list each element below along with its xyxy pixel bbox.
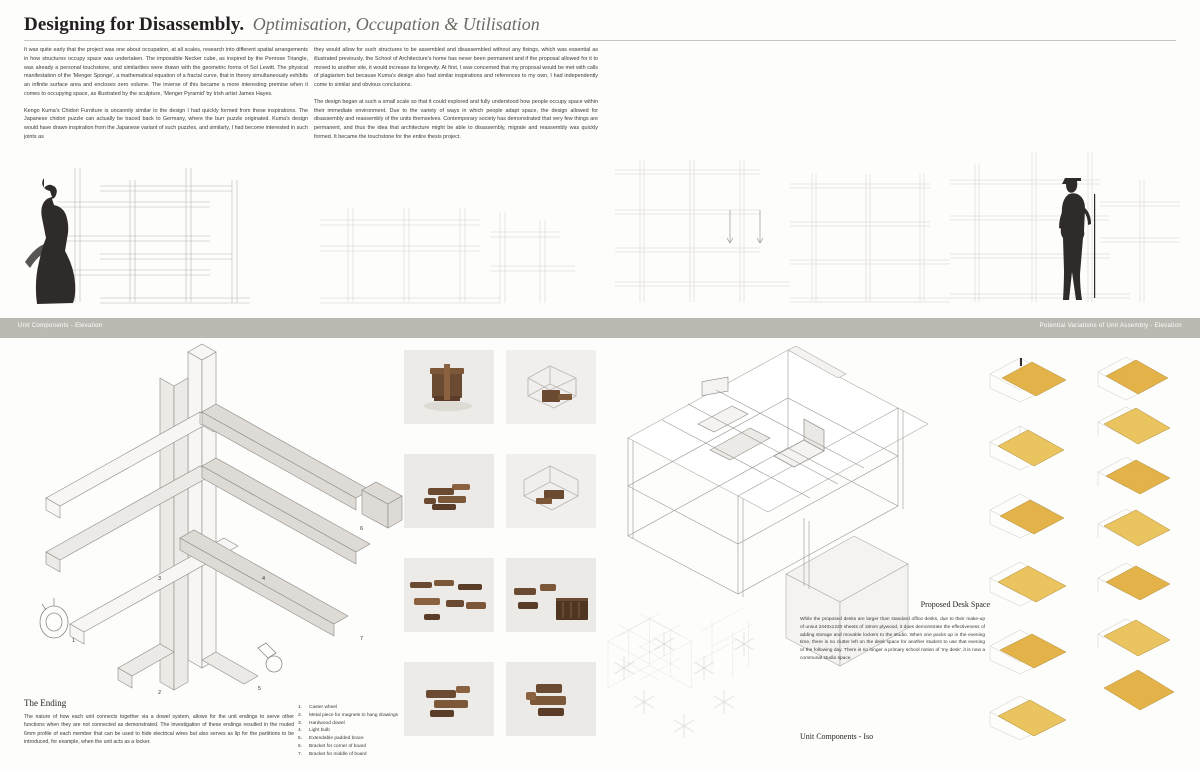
svg-text:1: 1 bbox=[72, 638, 76, 644]
legend-number: 1. bbox=[298, 705, 303, 710]
legend-number: 6. bbox=[298, 743, 303, 749]
legend-label: Caster wheel bbox=[309, 705, 337, 710]
gentleman-figure-silhouette bbox=[1059, 178, 1095, 300]
thumbnail-variation bbox=[980, 616, 1076, 678]
legend-label: Metal piece for magnets to hang drawings bbox=[309, 712, 399, 718]
svg-text:3: 3 bbox=[158, 576, 162, 582]
paragraph: The design began at such a small scale so that it could explored and fully understood how people occupy space within their immediate environment. Due to the variety of ways in which people adapt space, the design allowed for disassembly and reassembly of the units themselves. Contemporary society has demonstrated that very few things are permanent, and thus the idea that architecture might be able to disassembly, migrate and reassembly was quickly formed. It became the touchstone for the entire thesis project. bbox=[314, 98, 598, 140]
legend-label: Light bulb bbox=[309, 728, 330, 734]
the-ending-block bbox=[24, 698, 294, 746]
legend-label: Extendable padded brace bbox=[309, 736, 364, 742]
svg-text:5: 5 bbox=[258, 686, 262, 692]
thumbnail-variation bbox=[980, 684, 1076, 746]
top-elevation-drawings bbox=[0, 150, 1200, 318]
legend-label: Bracket for middle of board bbox=[309, 751, 367, 757]
legend-number: 3. bbox=[298, 720, 303, 726]
photo-components-layout bbox=[404, 558, 494, 632]
body-column-2 bbox=[314, 46, 598, 150]
legend-number: 2. bbox=[298, 712, 303, 718]
svg-text:7: 7 bbox=[360, 636, 364, 642]
photo-model-detail bbox=[404, 662, 494, 736]
title-divider bbox=[24, 40, 1176, 41]
components-legend bbox=[298, 704, 418, 758]
legend-item bbox=[298, 720, 418, 728]
thumbnail-variation bbox=[1090, 660, 1186, 722]
svg-text:4: 4 bbox=[262, 576, 266, 582]
band-label-left: Unit Components - Elevation bbox=[18, 323, 103, 329]
photo-disassembled-parts bbox=[404, 454, 494, 528]
photo-model-components bbox=[404, 350, 494, 424]
photo-acrylic-unit bbox=[506, 350, 596, 424]
thumbnail-variation bbox=[1090, 550, 1186, 612]
legend-item bbox=[298, 712, 418, 720]
paragraph: they would allow for such structures to be assembled and disassembled without any fixings, which was essential as illustrated previously, the School of Architecture's home has never been permanent and if the proposal allowed for it to moved to another site, it would increase its longevity. At first, I was concerned that my proposal would be met with calls of plagiarism but because Kuma's design also had similar inspirations and references to my own, I had independently come to similar and obvious conclusions. bbox=[314, 47, 598, 88]
legend-label: Hardwood dowel bbox=[309, 720, 345, 726]
the-ending-heading: The Ending bbox=[24, 698, 67, 708]
thumbnail-variation bbox=[980, 412, 1076, 474]
legend-number: 5. bbox=[298, 736, 303, 742]
iso-joint-drawing bbox=[10, 338, 400, 698]
paragraph: Kengo Kuma's Chidori Furniture is uncannily similar to the design I had quickly formed from these inspirations. The Japanese chidori puzzle can actually be traced back to Germany, where the burr puzzle originated. Kuma's design would have drawn inspiration from the Japanese variant of such puzzles, and similarly, I had become interested in such joints as bbox=[24, 107, 308, 140]
thumbnail-variation bbox=[980, 344, 1076, 406]
desk-iso-render bbox=[598, 338, 988, 772]
unit-components-iso-label: Unit Components - Iso bbox=[800, 732, 874, 741]
photo-acrylic-unit-2 bbox=[506, 454, 596, 528]
band-label-right: Potential Variations of Unit Assembly - Elevation bbox=[1039, 323, 1182, 329]
svg-text:2: 2 bbox=[158, 690, 162, 696]
legend-item bbox=[298, 727, 418, 735]
thumbnail-variation bbox=[1090, 496, 1186, 558]
svg-text:6: 6 bbox=[360, 526, 364, 532]
desk-variation-thumbnails bbox=[980, 344, 1196, 768]
proposed-desk-heading: Proposed Desk Space bbox=[920, 600, 990, 609]
title-subtitle: Optimisation, Occupation & Utilisation bbox=[252, 14, 540, 34]
thumbnail-variation bbox=[1090, 606, 1186, 668]
lower-panel bbox=[0, 338, 1200, 772]
legend-item bbox=[298, 743, 418, 751]
thumbnail-variation bbox=[980, 548, 1076, 610]
paragraph: It was quite early that the project was one about occupation, at all scales, research into different spatial arrangements in how structures occupy space was undertaken. The impossible Necker cube, as inspired by the Penrose Triangle, was already a personal touchstone, and similarities were drawn with the geometric forms of Sol Lewitt. The physical manifestation of the 'Menger Sponge', a mathematical equation of a fractal curve, that in theory simultaneously exhibits an infinite surface area and encloses zero volume. The inverse of this became a more interesting premise when it comes to occupying space, as illustrated by the sculpture, 'Menger Pyramid' by Irish artist James Hayes. bbox=[24, 47, 308, 97]
photo-grid bbox=[404, 350, 596, 760]
title-main: Designing for Disassembly. bbox=[24, 14, 245, 35]
lattice-diagram bbox=[608, 608, 754, 688]
photo-assembled-board bbox=[506, 558, 596, 632]
legend-item bbox=[298, 751, 418, 759]
legend-number: 4. bbox=[298, 728, 303, 734]
legend-label: Bracket for corner of board bbox=[309, 743, 367, 749]
body-column-1 bbox=[24, 46, 308, 150]
elevation-linework bbox=[0, 150, 1200, 318]
proposed-desk-text: While the proposed desks are larger than standard office desks, due to their make-up of unsut 2440x1220 sheets of 18mm plywood, it does demonstrate the effectiveness of adding storage and movable lockers to the studio. When one packs up in the evening time, there is no clutter left on the desk space for another student to use that evening or the following day. There is no longer a primary school notion of 'my desk', it is now a communal studio space. bbox=[800, 617, 985, 661]
the-ending-text: The nature of how each unit connects together via a dowel system, allows for the unit endings to serve other functions when they are not connected as demonstrated. The investigation of these endings resulted in the routed 6mm profile of each member that can be used to hide electrical wires but also serves as lip for the partitions to be introduced, for example, when the unit acts as a locker. bbox=[24, 714, 294, 745]
legend-item bbox=[298, 735, 418, 743]
thumbnail-variation bbox=[980, 480, 1076, 542]
page-title bbox=[24, 14, 924, 36]
legend-number: 7. bbox=[298, 751, 303, 757]
photo-model-detail-2 bbox=[506, 662, 596, 736]
section-band bbox=[0, 318, 1200, 338]
legend-item bbox=[298, 704, 418, 712]
